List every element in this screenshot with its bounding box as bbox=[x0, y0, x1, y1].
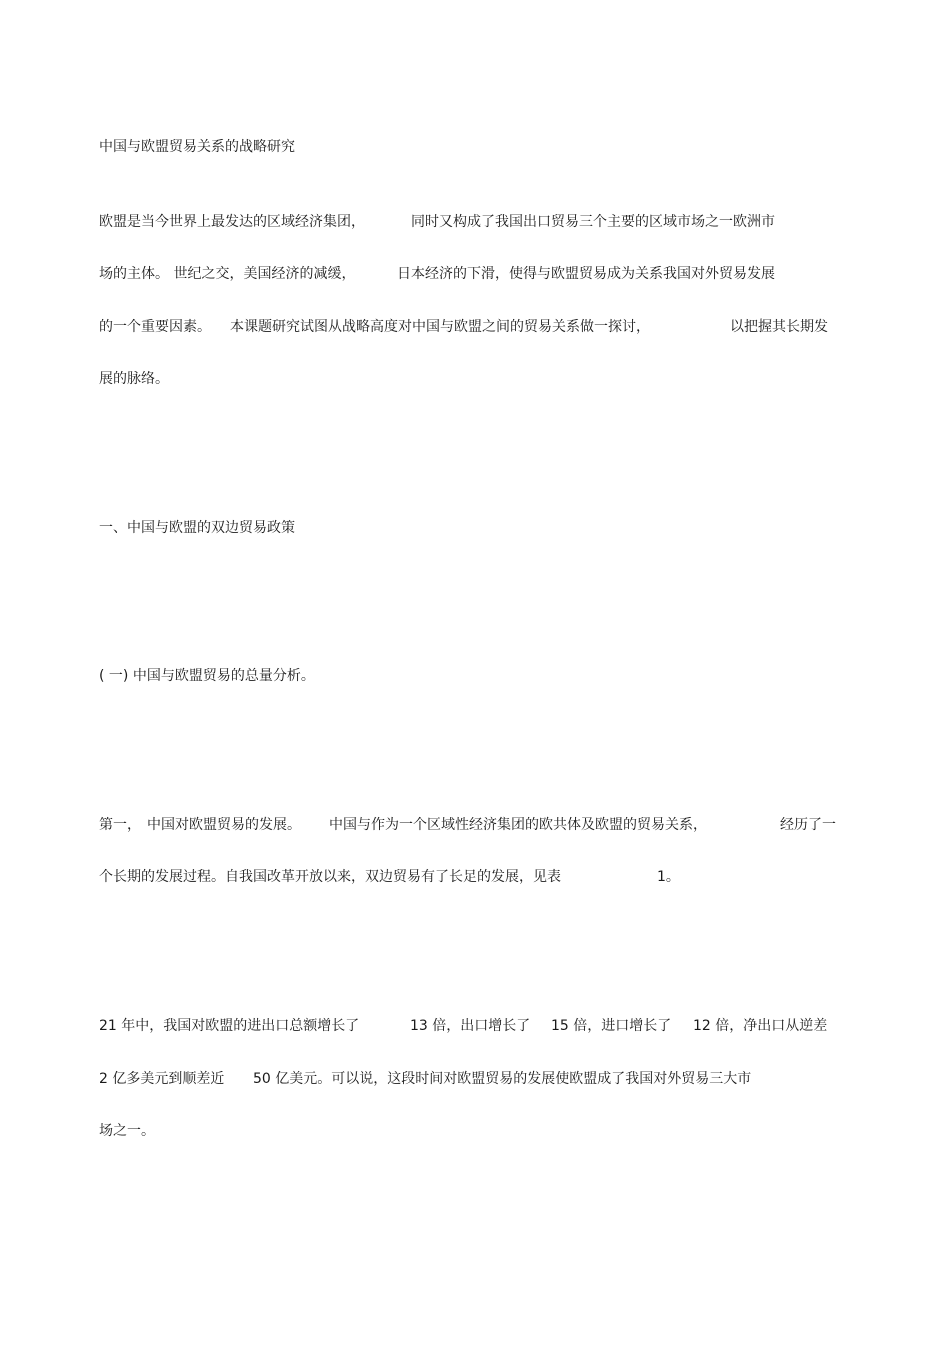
intro-text: 欧盟是当今世界上最发达的区域经济集团， bbox=[99, 214, 365, 230]
section-heading bbox=[99, 519, 295, 573]
para1-line-2 bbox=[99, 868, 680, 940]
intro-text: 的一个重要因素。 bbox=[99, 319, 211, 335]
subsection-heading bbox=[99, 667, 315, 721]
para1-text: 经历了一 bbox=[780, 817, 836, 833]
para1-text: 第一， bbox=[99, 817, 141, 833]
para2-text: 2 亿多美元到顺差近 bbox=[99, 1071, 225, 1087]
intro-text: 本课题研究试图从战略高度对中国与欧盟之间的贸易关系做一探讨， bbox=[230, 319, 650, 335]
para2-text: 15 倍，进口增长了 bbox=[551, 1018, 672, 1034]
section-heading-text: 一、中国与欧盟的双边贸易政策 bbox=[99, 520, 295, 536]
intro-text: 以把握其长期发 bbox=[730, 319, 828, 335]
para2-text: 21 年中，我国对欧盟的进出口总额增长了 bbox=[99, 1018, 360, 1034]
para1-text: 1。 bbox=[657, 869, 680, 885]
para2-text: 场之一。 bbox=[99, 1123, 155, 1139]
intro-text: 场的主体。 世纪之交，美国经济的减缓， bbox=[99, 266, 356, 282]
intro-text: 日本经济的下滑，使得与欧盟贸易成为关系我国对外贸易发展 bbox=[397, 266, 775, 282]
intro-line-4 bbox=[99, 370, 169, 424]
para1-text: 中国对欧盟贸易的发展。 bbox=[147, 817, 301, 833]
para2-text: 12 倍，净出口从逆差 bbox=[693, 1018, 828, 1034]
para1-text: 中国与作为一个区域性经济集团的欧共体及欧盟的贸易关系， bbox=[329, 817, 707, 833]
document-title-text: 中国与欧盟贸易关系的战略研究 bbox=[99, 139, 295, 155]
para2-text: 50 亿美元。可以说，这段时间对欧盟贸易的发展使欧盟成了我国对外贸易三大市 bbox=[253, 1071, 752, 1087]
intro-text: 展的脉络。 bbox=[99, 371, 169, 387]
intro-text: 同时又构成了我国出口贸易三个主要的区域市场之一欧洲市 bbox=[411, 214, 775, 230]
document-title bbox=[99, 138, 295, 192]
para2-text: 13 倍，出口增长了 bbox=[410, 1018, 531, 1034]
para2-line-3 bbox=[99, 1122, 155, 1176]
subsection-heading-text: ( 一) 中国与欧盟贸易的总量分析。 bbox=[99, 668, 315, 684]
para1-text: 个长期的发展过程。自我国改革开放以来，双边贸易有了长足的发展，见表 bbox=[99, 869, 561, 885]
